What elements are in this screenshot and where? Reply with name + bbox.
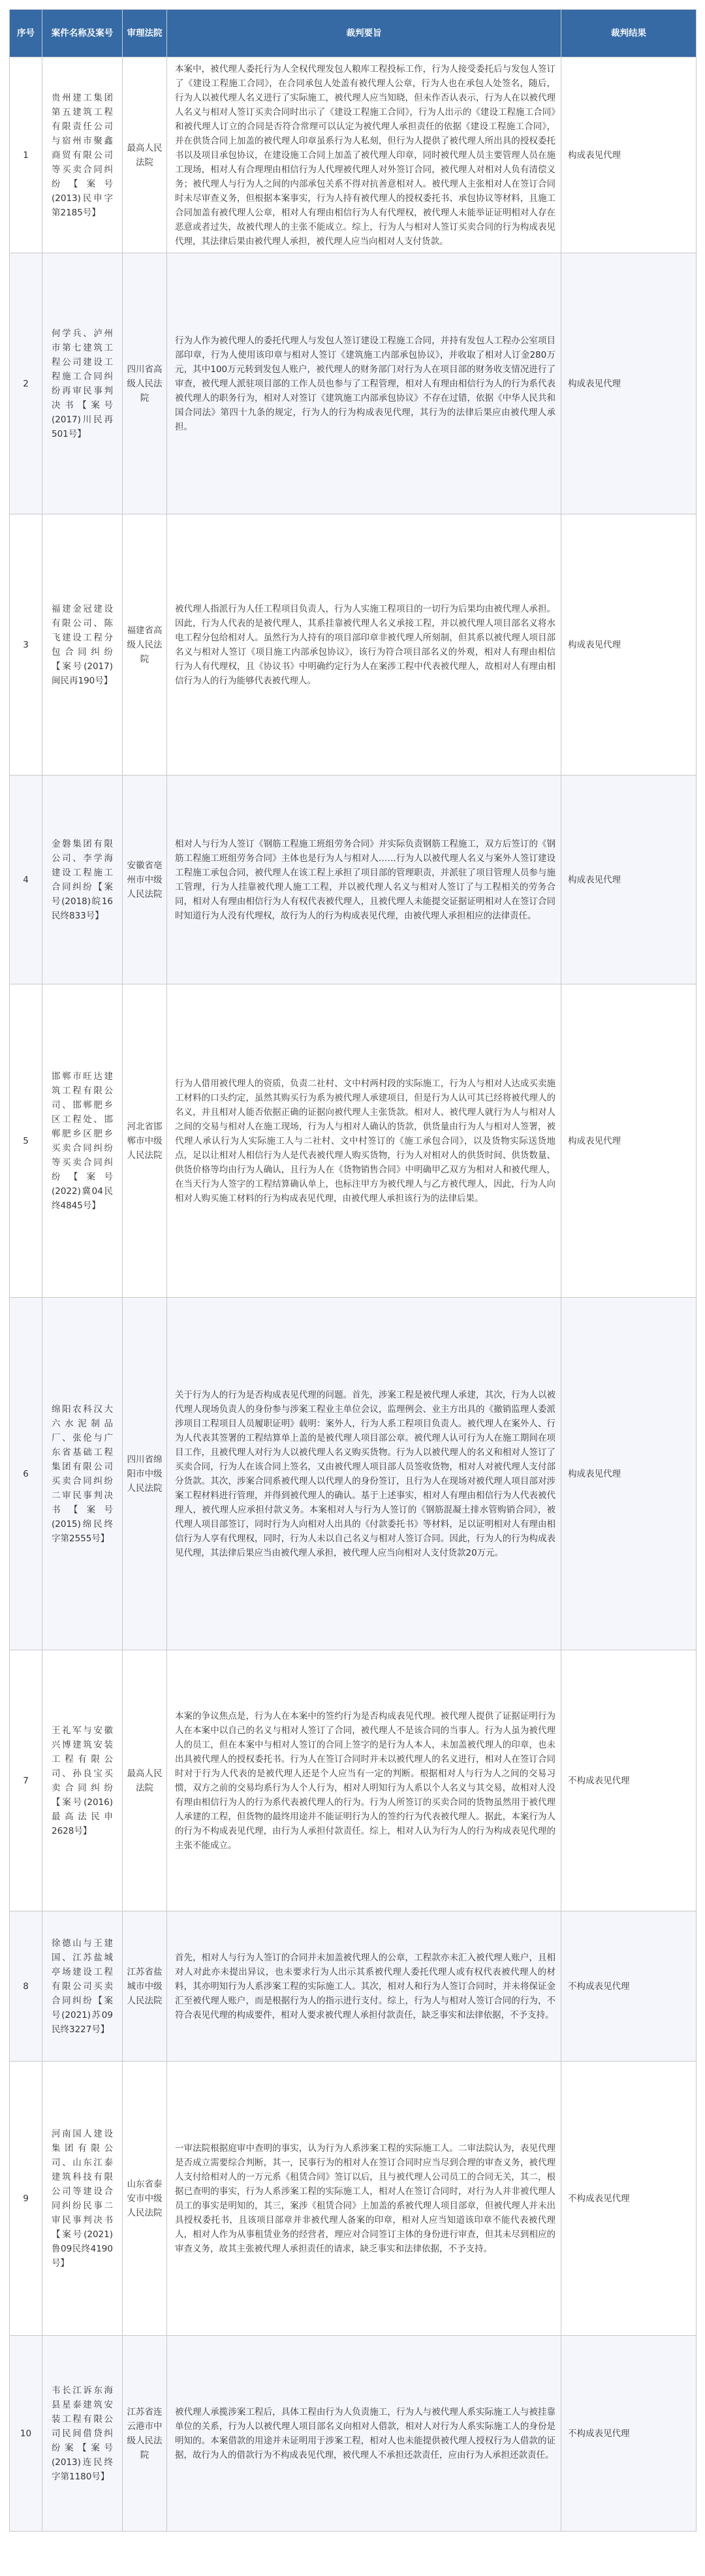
row-case-name: 韦长江诉东海县星泰建筑安装工程有限公司民间借贷纠纷案【案号(2013)连民终字第1180号】 (42, 2336, 123, 2532)
row-main-points: 行为人借用被代理人的资质，负责二社村、文中村两村段的实际施工，行为人与相对人达成买卖施工材料的口头约定，虽然其购买行为系为被代理人承建项目，但是行为人认可其已经将被代理人的名义，并且相对人能否依据正确的证据向被代理人主张货款。相对人、被代理人就行为人与相对人之间的交易与相对人在施工现场，行为人与相对人确认的货款，供货量由行为人与相对人签署，被代理人承认行为人实际施工人与二社村、文中村签订的《施工承包合同》，以及货物实际送货地点，足以让相对人相信行为人是代表被代理人购买货物，行为人对相对人的供货时间、供货数量、供货价格等均由行为人确认，且行为人在《货物销售合同》中明确甲乙双方为相对人和被代理人，在当天行为人签字的工程结算确认单上，也标注甲方为被代理人与乙方被代理人，因此，行为人向相对人购买施工材料的行为构成表见代理，由被代理人承担该行为的法律后果。 (167, 984, 561, 1298)
table-header (10, 10, 697, 57)
row-case-name: 金磐集团有限公司、李学海建设工程施工合同纠纷【案号(2018)皖16民终833号】 (42, 776, 123, 984)
row-main-points: 本案的争议焦点是，行为人在本案中的签约行为是否构成表见代理。被代理人提供了证据证明行为人在本案中以自己的名义与相对人签订了合同，被代理人不是该合同的当事人。行为人虽为被代理人的员工，但在本案中与相对人签订的合同上签字的是行为人本人，未加盖被代理人的印章，也未出具被代理人的授权委托书。行为人在签订合同时并未以被代理人的名义进行，相对人在签订合同时对于行为人代表的是被代理人还是个人应当有一定的判断。根据相对人与行为人之间的交易习惯，双方之前的交易均系行为人个人行为，相对人明知行为人系以个人名义与其交易，故相对人没有理由相信行为人的行为系代表被代理人的行为。行为人所签订的买卖合同的货物虽然用于被代理人承建的工程，但货物的最终用途并不能证明行为人的签约行为代表被代理人。据此，本案行为人的行为不构成表见代理，由行为人承担付款责任。综上，相对人认为行为人的行为构成表见代理的主张不能成立。 (167, 1650, 561, 1911)
table-row (10, 2336, 697, 2532)
row-no: 6 (10, 1298, 42, 1650)
row-no: 3 (10, 514, 42, 776)
header-case-name: 案件名称及案号 (42, 10, 123, 57)
row-main-points: 相对人与行为人签订《钢筋工程施工班组劳务合同》并实际负责钢筋工程施工，双方后签订的《钢筋工程施工班组劳务合同》主体也是行为人与相对人……行为人以被代理人名义与案外人签订建设工程施工承包合同，被代理人在该工程上承担了项目部的管理职责，并派驻了项目管理人员参与施工管理，行为人挂靠被代理人施工工程，并以被代理人名义与相对人签订了与工程相关的劳务合同，相对人有理由相信行为人有权代表被代理人，且被代理人未能提交证据证明相对人在签订合同时知道行为人没有代理权，故行为人的行为构成表见代理，由被代理人承担相应的法律责任。 (167, 776, 561, 984)
row-case-name: 徐德山与王建国、江苏盐城亭场建设工程有限公司买卖合同纠纷【案号(2021)苏09民终3227号】 (42, 1911, 123, 2062)
row-no: 7 (10, 1650, 42, 1911)
row-result: 构成表见代理 (561, 1298, 697, 1650)
row-result: 构成表见代理 (561, 514, 697, 776)
row-no: 1 (10, 57, 42, 253)
row-case-name: 绵阳农科汉大六水泥制品厂、张伦与广东省基础工程集团有限公司买卖合同纠纷二审民事判决书【案号(2015)绵民终字第2555号】 (42, 1298, 123, 1650)
row-court: 四川省绵阳市中级人民法院 (123, 1298, 167, 1650)
row-result: 构成表见代理 (561, 776, 697, 984)
row-result: 构成表见代理 (561, 253, 697, 514)
row-main-points: 被代理人承揽涉案工程后，具体工程由行为人负责施工，行为人与被代理人系实际施工人与被挂靠单位的关系，行为人以被代理人项目部名义向相对人借款，相对人对行为人系实际施工人的身份是明知的。本案借款的用途并未证明用于涉案工程，相对人也未能提供被代理人授权行为人借款的证据，故行为人的借款行为不构成表见代理，被代理人不承担还款责任，应由行为人承担还款责任。 (167, 2336, 561, 2532)
row-court: 山东省泰安市中级人民法院 (123, 2062, 167, 2336)
header-result: 裁判结果 (561, 10, 697, 57)
table-row (10, 776, 697, 984)
row-court: 四川省高级人民法院 (123, 253, 167, 514)
row-no: 2 (10, 253, 42, 514)
case-table (9, 9, 697, 2532)
row-result: 构成表见代理 (561, 57, 697, 253)
row-court: 河北省邯郸市中级人民法院 (123, 984, 167, 1298)
row-no: 8 (10, 1911, 42, 2062)
row-case-name: 贵州建工集团第五建筑工程有限责任公司与宿州市聚鑫商贸有限公司等买卖合同纠纷【案号(2013)民申字第2185号】 (42, 57, 123, 253)
header-no: 序号 (10, 10, 42, 57)
table-row (10, 984, 697, 1298)
row-no: 5 (10, 984, 42, 1298)
row-no: 4 (10, 776, 42, 984)
row-result: 不构成表见代理 (561, 2062, 697, 2336)
row-case-name: 王礼军与安徽兴博建筑安装工程有限公司、孙良宝买卖合同纠纷【案号(2016)最高法民申2628号】 (42, 1650, 123, 1911)
table-row (10, 514, 697, 776)
row-result: 不构成表见代理 (561, 2336, 697, 2532)
row-case-name: 福建金冠建设有限公司、陈飞建设工程分包合同纠纷【案号(2017)闽民再190号】 (42, 514, 123, 776)
row-case-name: 邯郸市旺达建筑工程有限公司、邯郸肥乡区工程处、邯郸肥乡区肥乡买卖合同纠纷等买卖合同纠纷【案号(2022)冀04民终4845号】 (42, 984, 123, 1298)
row-case-name: 何学兵、泸州市第七建筑工程公司建设工程施工合同纠纷再审民事判决书【案号(2017)川民再501号】 (42, 253, 123, 514)
table-row (10, 1911, 697, 2062)
row-court: 最高人民法院 (123, 57, 167, 253)
row-main-points: 关于行为人的行为是否构成表见代理的问题。首先，涉案工程是被代理人承建，其次，行为人以被代理人现场负责人的身份参与涉案工程业主单位会议，监理例会、业主方出具的《撤销监理人委派涉项目工程项目人员履职证明》载明：案外人，行为人系工程项目负责人。被代理人在案外人、行为人代表其签署的工程结算单上盖的是被代理人项目部公章。被代理人认可行为人在施工期间在项目工作，且被代理人对行为人以被代理人名义购买货物。行为人以被代理人的名义和相对人签订了买卖合同，行为人在该合同上签名，又由被代理人项目部人员签收货物，相对人对被代理人支付部分货款。其次，涉案合同系被代理人以代理人的身份签订，且行为人在现场对被代理人项目部对涉案工程材料进行管理，并得到被代理人的确认。基于上述事实，相对人有理由相信行为人代表被代理人，被代理人应承担付款义务。本案相对人与行为人签订的《钢筋混凝土排水管购销合同》，被代理人项目部签订，同时行为人向相对人出具的《付款委托书》等材料，足以证明相对人有理由相信行为人享有代理权，同时，行为人未以自己名义与相对人签订合同。因此，行为人的行为构成表见代理，其法律后果应当由被代理人承担，被代理人应当向相对人支付货款20万元。 (167, 1298, 561, 1650)
header-main-points: 裁判要旨 (167, 10, 561, 57)
row-result: 不构成表见代理 (561, 1911, 697, 2062)
row-court: 福建省高级人民法院 (123, 514, 167, 776)
table-row (10, 253, 697, 514)
row-no: 10 (10, 2336, 42, 2532)
row-no: 9 (10, 2062, 42, 2336)
table-row (10, 1298, 697, 1650)
row-court: 江苏省连云港市中级人民法院 (123, 2336, 167, 2532)
table-row (10, 1650, 697, 1911)
table-body (10, 57, 697, 2532)
row-main-points: 首先，相对人与行为人签订的合同并未加盖被代理人的公章，工程款亦未汇入被代理人账户，且相对人对此亦未提出异议，也未要求行为人出示其系被代理人委托代理人或有权代表被代理人的材料，其亦明知行为人系涉案工程的实际施工人。其次，相对人和行为人签订合同时，并未将保证金汇至被代理人账户，而是根据行为人的指示进行支付。综上，行为人与相对人签订合同的行为，不符合表见代理的构成要件，相对人要求被代理人承担付款责任，缺乏事实和法律依据，不予支持。 (167, 1911, 561, 2062)
header-court: 审理法院 (123, 10, 167, 57)
row-court: 安徽省亳州市中级人民法院 (123, 776, 167, 984)
row-main-points: 行为人作为被代理人的委托代理人与发包人签订建设工程施工合同，并持有发包人工程办公室项目部印章，行为人使用该印章与相对人签订《建筑施工内部承包协议》，并收取了相对人订金280万元，其中100万元转到发包人账户，被代理人的财务部门对行为人在项目部的财务收支情况进行了审查，被代理人派驻项目部的工作人员也参与了工程管理，相对人有理由相信行为人的行为系代表被代理人的职务行为，相对人对签订《建筑施工内部承包协议》不存在过错，依据《中华人民共和国合同法》第四十九条的规定，行为人的行为构成表见代理，其行为的法律后果应由被代理人承担。 (167, 253, 561, 514)
row-main-points: 一审法院根据庭审中查明的事实，认为行为人系涉案工程的实际施工人。二审法院认为，表见代理是否成立需要综合判断，其一，民事行为的相对人在签订合同时应当尽到合理的审查义务，被代理人支付给相对人的一万元系《租赁合同》签订以后，且与被代理人公司员工的合同无关，其二，根据已查明的事实，行为人系涉案工程的实际施工人，相对人在签订合同时，对行为人并非被代理人员工的事实是明知的，其三，案涉《租赁合同》上加盖的系被代理人项目部章，但被代理人并未出具授权委托书，且该项目部章并非被代理人备案的印章，相对人应当知道该印章不能代表被代理人，相对人作为从事租赁业务的经营者，理应对合同签订主体的身份进行审查，但其未尽到相应的审查义务，故其主张被代理人承担责任的请求，缺乏事实和法律依据，不予支持。 (167, 2062, 561, 2336)
row-result: 不构成表见代理 (561, 1650, 697, 1911)
table-row (10, 57, 697, 253)
row-court: 江苏省盐城市中级人民法院 (123, 1911, 167, 2062)
row-main-points: 被代理人指派行为人任工程项目负责人，行为人实施工程项目的一切行为后果均由被代理人承担。因此，行为人代表的是被代理人，其系挂靠被代理人名义承接工程，并以被代理人项目部名义将水电工程分包给相对人。虽然行为人持有的项目部印章非被代理人所刻制，但其系以被代理人项目部名义与相对人签订《项目施工内部承包协议》，该行为符合项目部名义的外观，相对人有理由相信行为人有代理权，且《协议书》中明确约定行为人在案涉工程中代表被代理人，故相对人有理由相信行为人的行为能够代表被代理人。 (167, 514, 561, 776)
row-case-name: 河南国人建设集团有限公司、山东江泰建筑科技有限公司等建设合同纠纷民事二审民事判决书【案号(2021)鲁09民终4190号】 (42, 2062, 123, 2336)
table-row (10, 2062, 697, 2336)
row-result: 构成表见代理 (561, 984, 697, 1298)
header-row (10, 10, 697, 57)
row-main-points: 本案中，被代理人委托行为人全权代理发包人粮库工程投标工作，行为人接受委托后与发包人签订了《建设工程施工合同》，在合同承包人处盖有被代理人公章，行为人也在承包人处签名，随后，行为人以被代理人名义进行了实际施工，被代理人应当知晓，但未作否认表示，行为人在以被代理人名义与相对人签订买卖合同时出示了《建设工程施工合同》，行为人出示的《建设工程施工合同》和被代理人订立的合同是否符合常理可以认定为被代理人承担责任的依据《建设工程施工合同》，并在供货合同上加盖的被代理人印章虽系行为人私刻，但行为人提供了被代理人所出具的授权委托书以及项目承包协议，在建设施工合同上加盖了被代理人印章，同时被代理人员主要管理人员在施工现场，相对人有合理理由相信行为人代理被代理人对外签订合同，被代理人对相对人负有清偿义务；被代理人与行为人之间的内部承包关系不得对抗善意相对人。被代理人主张相对人在签订合同时未尽审查义务，但根据本案事实，行为人持有被代理人的授权委托书、承包协议等材料，且施工合同加盖有被代理人公章，相对人有理由相信行为人有代理权，被代理人未能举证证明相对人存在恶意或者过失，故被代理人的主张不能成立。综上，行为人与相对人签订买卖合同的行为构成表见代理，其法律后果由被代理人承担，被代理人应当向相对人支付货款。 (167, 57, 561, 253)
row-court: 最高人民法院 (123, 1650, 167, 1911)
